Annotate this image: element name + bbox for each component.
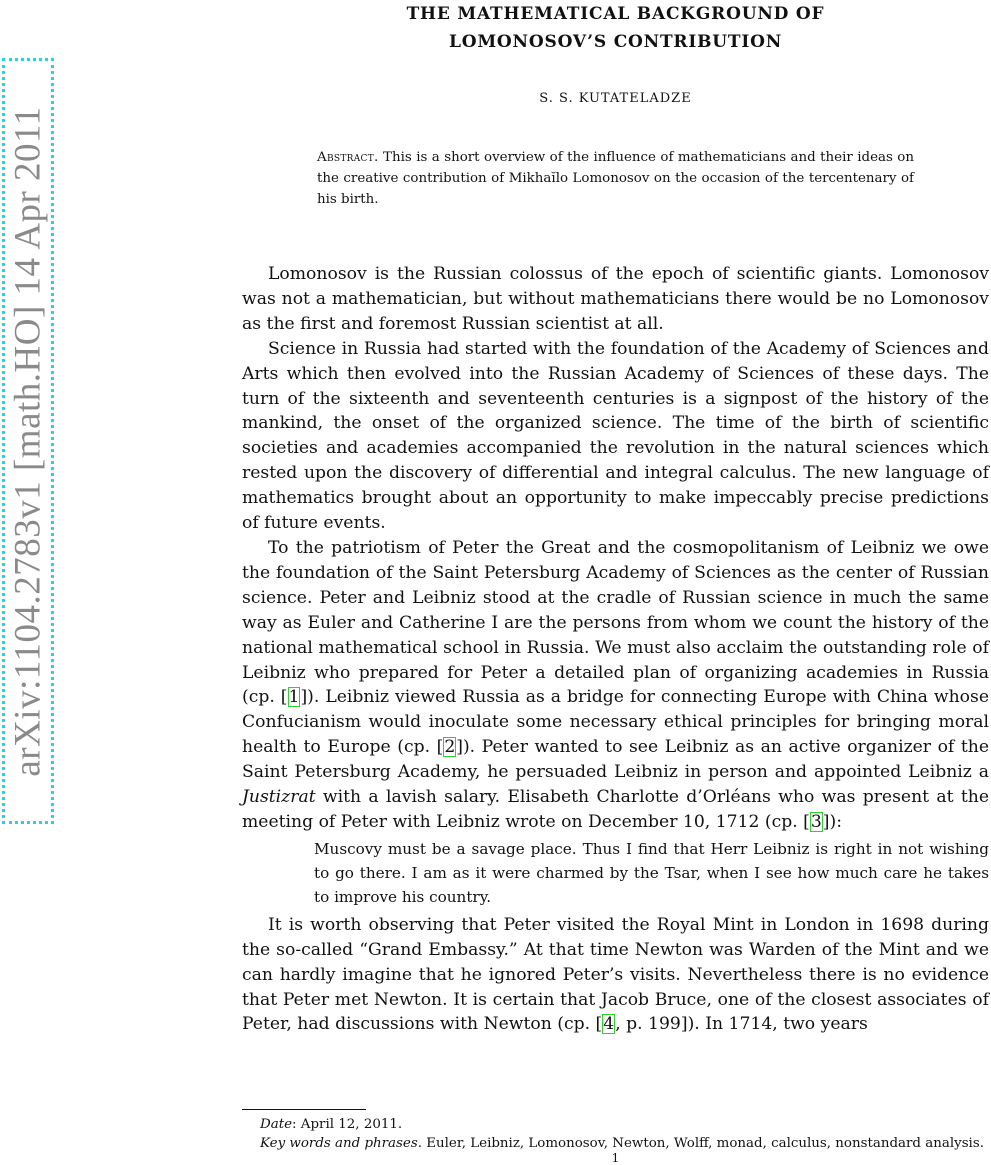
citation-link-3[interactable]: 3 — [810, 811, 822, 832]
paragraph-3-text-d: with a lavish salary. Elisabeth Charlotte d’Orléans who was present at the meeting of Peter with Leibniz wrote on December 10, 1712 (cp. [ — [242, 787, 989, 832]
citation-link-2[interactable]: 2 — [444, 737, 456, 758]
paragraph-4-text-a: It is worth observing that Peter visited the Royal Mint in London in 1698 during the so-called “Grand Embassy.” At that time Newton was Warden of the Mint and we can hardly imagine that he ignored Peter’s visits. Nevertheless there is no evidence that Peter met Newton. It is certain that Jacob Bruce, one of the closest associates of Peter, had discussions with Newton (cp. [ — [242, 914, 989, 1035]
paragraph-4 — [242, 913, 989, 1038]
arxiv-stamp-text: arXiv:1104.2783v1 [math.HO] 14 Apr 2011 — [7, 105, 49, 777]
footnote-date-label: Date — [260, 1117, 293, 1132]
block-quote: Muscovy must be a savage place. Thus I find that Herr Leibniz is right in not wishing to go there. I am as it were charmed by the Tsar, when I see how much care he takes to improve his country. — [314, 839, 989, 906]
author: S. S. KUTATELADZE — [539, 91, 692, 106]
footnote-keywords-label: Key words and phrases — [260, 1136, 418, 1151]
paper-title — [242, 0, 989, 56]
paragraph-3-text-c: ]). Peter wanted to see Leibniz as an active organizer of the Saint Petersburg Academy, he persuaded Leibniz in person and appointed Leibniz a — [242, 737, 989, 783]
citation-link-4[interactable]: 4 — [603, 1014, 615, 1035]
abstract-text: This is a short overview of the influence of mathematicians and their ideas on the creative contribution of Mikhaĭlo Lomonosov on the occasion of the tercentenary of his birth. — [317, 150, 914, 207]
paragraph-3-text-a: To the patriotism of Peter the Great and the cosmopolitanism of Leibniz we owe the foundation of the Saint Petersburg Academy of Sciences as the center of Russian science. Peter and Leibniz stood at the cradle of Russian science in much the same way as Euler and Catherine I are the persons from whom we count the history of the national mathematical school in Russia. We must also acclaim the outstanding role of Leibniz who prepared for Peter a detailed plan of organizing academies in Russia (cp. [ — [242, 537, 989, 708]
title-line-2: LOMONOSOV’S CONTRIBUTION — [448, 32, 783, 52]
paragraph-3 — [242, 536, 989, 835]
page-number: 1 — [611, 1151, 620, 1165]
arxiv-stamp — [2, 58, 54, 824]
justizrat-term: Justizrat — [242, 787, 316, 808]
footnote-date-value: : April 12, 2011. — [292, 1117, 403, 1132]
abstract-label: Abstract. — [317, 150, 379, 165]
citation-link-1[interactable]: 1 — [288, 687, 300, 708]
title-line-1: THE MATHEMATICAL BACKGROUND OF — [406, 4, 825, 24]
paragraph-1: Lomonosov is the Russian colossus of the epoch of scientific giants. Lomonosov was not a mathematician, but without mathematicians there would be no Lomonosov as the first and foremost Russian scientist at all. — [242, 264, 989, 334]
footnotes — [242, 1115, 989, 1153]
paragraph-3-text-b: ]). Leibniz viewed Russia as a bridge for connecting Europe with China whose Confucianism would inoculate some necessary ethical principles for bringing moral health to Europe (cp. [ — [242, 687, 989, 758]
footnote-date — [242, 1115, 989, 1134]
footnote-keywords-value: . Euler, Leibniz, Lomonosov, Newton, Wolff, monad, calculus, nonstandard analysis. — [417, 1136, 984, 1151]
paragraph-3-text-e: ]): — [822, 811, 842, 832]
footnote-rule — [242, 1109, 366, 1110]
body-text — [242, 262, 989, 1037]
paragraph-2: Science in Russia had started with the foundation of the Academy of Sciences and Arts which then evolved into the Russian Academy of Sciences of these days. The turn of the sixteenth and seventeenth centuries is a signpost of the history of the mankind, the onset of the organized science. The time of the birth of scientific societies and academies accompanied the revolution in the natural sciences which rested upon the discovery of differential and integral calculus. The new language of mathematics brought about an opportunity to make impeccably precise predictions of future events. — [242, 338, 989, 534]
abstract — [317, 147, 914, 210]
paragraph-4-text-b: , p. 199]). In 1714, two years — [615, 1014, 868, 1035]
